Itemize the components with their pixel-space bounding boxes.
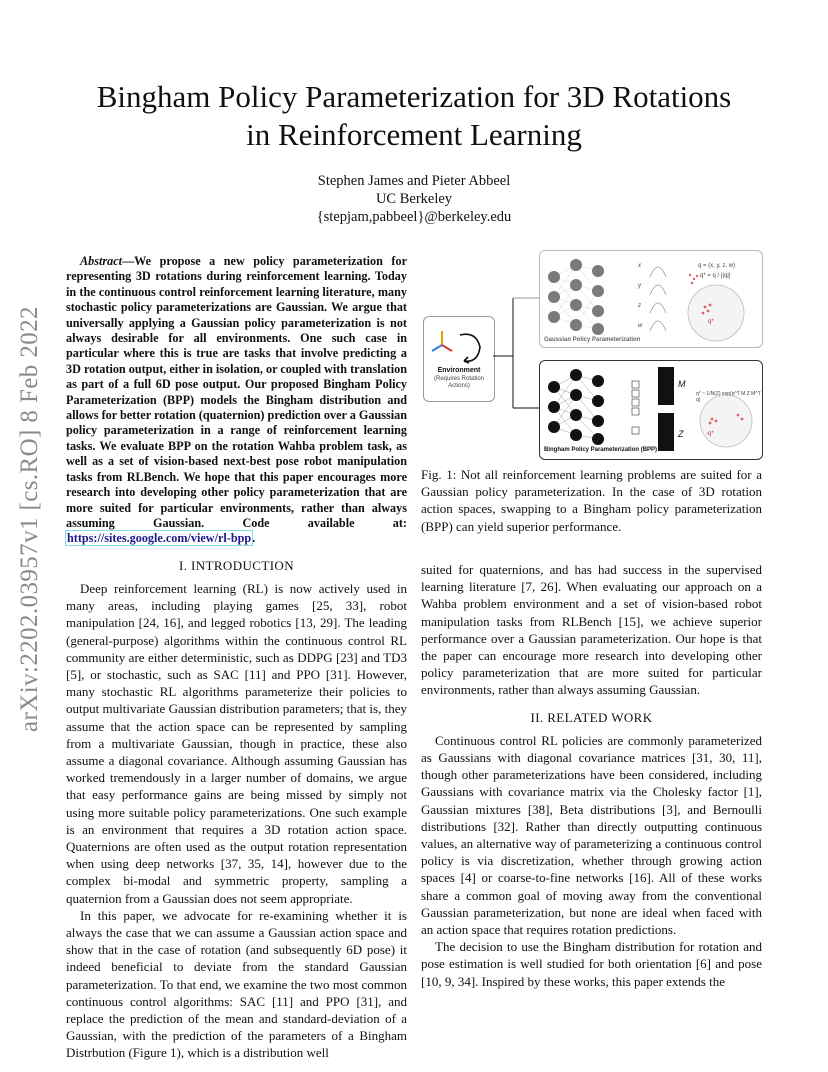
bingham-network-diagram (540, 361, 762, 459)
title-line-1: Bingham Policy Parameterization for 3D Rotations (96, 79, 732, 114)
left-column (66, 254, 407, 1062)
arxiv-stamp: arXiv:2202.03957v1 [cs.RO] 8 Feb 2022 (16, 306, 43, 732)
m-label: M (678, 379, 686, 389)
abstract-end: . (252, 531, 256, 546)
section-introduction-heading: I. INTRODUCTION (178, 557, 295, 573)
author-block (0, 172, 828, 226)
right-column (421, 561, 762, 990)
abstract (66, 254, 407, 547)
related-paragraph-2: The decision to use the Bingham distribution for rotation and pose estimation is well studied for both orientation [6] and pose [10, 9, 34]. Inspired by these works, this paper extends the (421, 939, 762, 989)
related-paragraph-1: Continuous control RL policies are commonly parameterized as Gaussians with diagonal covariance matrices [31, 30, 11], though other parameterizations have been considered, including Gaussians with covariance matrix via the Cholesky factor [1], Gaussian mixtures [38], Beta distributions [3], and Bernoulli distributions [32]. Rather than directly outputting continuous values, an alternative way of parameterizing a continuous control policy is via discretization, whether through growing action spaces [4] or coarse-to-fine networks [16]. All of these works share a common goal of moving away from the conventional Gaussian parameterization, but none are ideal when faced with an action space that requires rotation predictions. (421, 732, 762, 938)
bingham-policy-label: Bingham Policy Parameterization (BPP) (544, 447, 658, 453)
environment-icon (424, 317, 494, 367)
section-related-work-heading: II. RELATED WORK (530, 709, 653, 725)
q-star-label: q* (708, 319, 714, 325)
right-paragraph-1: suited for quaternions, and has had success in the supervised learning literature [7, 26]. When evaluating our approach on a Wahba problem environment and a set of vision-based robot manipulation tasks from RLBench [15], we achieve superior performance over a Gaussian parameterization. Our hope is that the paper can encourage more research into developing other policy parameterization that are more suited for particular environments, rather than always assuming Gaussian. (421, 562, 762, 698)
var-w: w (638, 323, 643, 329)
authors: Stephen James and Pieter Abbeel (317, 173, 511, 189)
paper-title (0, 78, 828, 154)
q-normalization: q* = q / ||q|| (700, 273, 731, 279)
environment-box (423, 316, 495, 402)
connector-lines (493, 248, 541, 460)
code-link[interactable]: https://sites.google.com/view/rl-bpp (67, 531, 252, 546)
gaussian-policy-box (539, 250, 763, 348)
neg-q-star-label: -q* (706, 431, 714, 437)
abstract-label: Abstract (80, 254, 122, 268)
intro-paragraph-1: Deep reinforcement learning (RL) is now actively used in many areas, including playing games [25, 33], robot manipulation [24, 16], and legged robotics [13, 29]. The leading (general-purpose) algorithms within the continuous control RL community are either deterministic, such as DDPG [23] and TD3 [5], or stochastic, such as SAC [11] and PPO [31]. However, many stochastic RL algorithms parameterize their policies to output multivariate Gaussian distribution parameters; that is, they assume that the action space can be represented by sampling from a multivariate Gaussian, though in practice, these also assume a diagonal covariance. Although assuming Gaussian has worked tremendously in a larger number of domains, we argue that easy performance gains are being missed by simply not using more suitable policy parameterizations. One such example is an environment that requires a 3D rotation action space. Quaternions are often used as the output rotation representation when using deep networks [37, 35, 14], however due to the complex bi-modal and symmetric property, sampling a quaternion from a Gaussian does not seem appropriate. (66, 580, 407, 906)
var-y: y (638, 283, 641, 289)
abstract-text: —We propose a new policy parameterization for representing 3D rotations during reinforcement learning. Today in the continuous control reinforcement learning literature, many stochastic policy parameterizations are Gaussian. We argue that universally applying a Gaussian policy parameterization is not always desirable for all environments. One such case in particular where this is true are tasks that involve predicting a 3D rotation output, either in isolation, or coupled with translation as part of a full 6D pose output. Our proposed Bingham Policy Parameterization (BPP) models the Bingham distribution and allows for better rotation (quaternion) prediction over a Gaussian policy parameterization in a range of reinforcement learning tasks. We evaluate BPP on the rotation Wahba problem task, as well as a set of vision-based next-best pose robot manipulation tasks from RLBench. We hope that this paper encourages more research into developing other policy parameterization that are more suited for particular environments, rather than always assuming Gaussian. Code available at: (66, 254, 407, 530)
gaussian-policy-label: Gaussian Policy Parameterization (544, 337, 641, 343)
intro-paragraph-2: In this paper, we advocate for re-examining whether it is always the case that we can assume a Gaussian action space and show that in the case of rotation (and subsequently 6D pose) it indeed beneficial to deviate from the standard Gaussian parameterization. To that end, we examine the two most common continuous control algorithms: SAC [11] and PPO [31], and replace the prediction of the mean and standard-deviation of a Gaussian, with the prediction of the parameters of a Bingham Distrbution (Figure 1), which is a distribution well (66, 907, 407, 1061)
bingham-policy-box (539, 360, 763, 460)
bingham-pdf: q* ~ 1/N(Z) exp(q^T M Z M^T q) (696, 391, 761, 403)
figure-caption: Fig. 1: Not all reinforcement learning problems are suited for a Gaussian policy parameterization. In the case of 3D rotation action spaces, swapping to a Bingham policy parameterization (BPP) can yield superior performance. (421, 467, 762, 534)
q-definition: q = (x, y, z, w) (698, 263, 736, 269)
var-z: z (638, 303, 641, 309)
environment-sub2: Actions) (448, 383, 470, 389)
email: {stepjam,pabbeel}@berkeley.edu (316, 209, 512, 225)
figure-1 (421, 248, 765, 460)
title-line-2: in Reinforcement Learning (246, 117, 582, 152)
var-x: x (638, 263, 641, 269)
environment-title: Environment (437, 367, 481, 374)
environment-sub1: (Requires Rotation (433, 376, 485, 382)
affiliation: UC Berkeley (375, 191, 453, 207)
z-label: Z (678, 429, 684, 439)
